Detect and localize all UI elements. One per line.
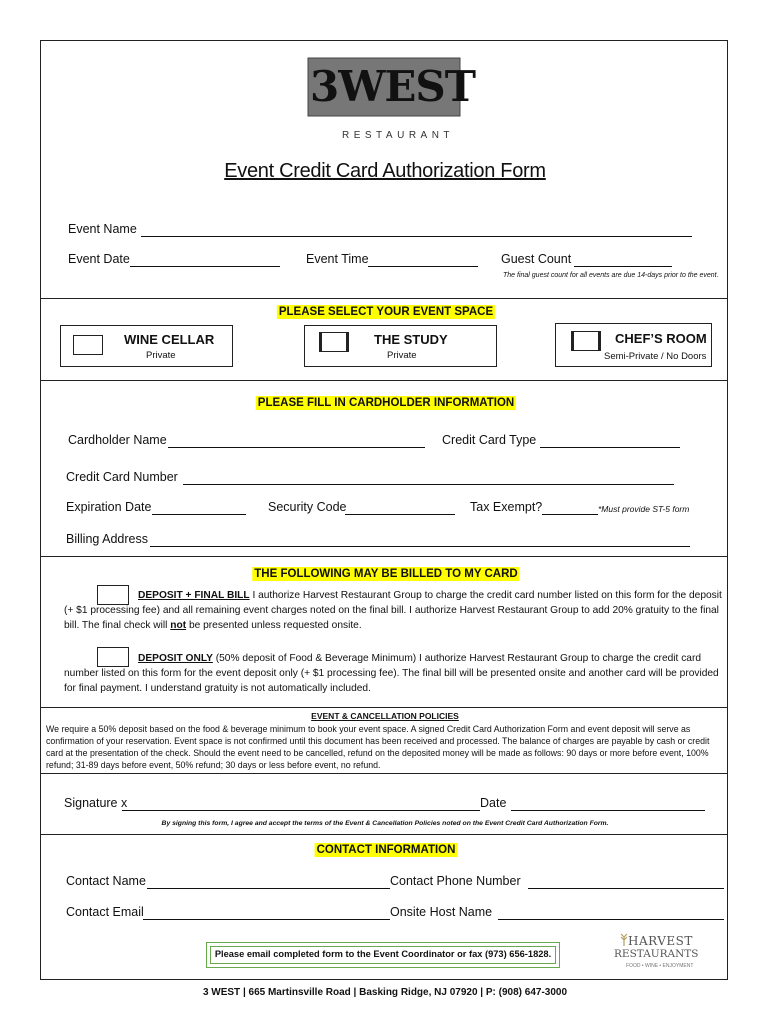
- event-time-field[interactable]: [368, 266, 478, 267]
- divider: [40, 556, 728, 557]
- space-option-the-study[interactable]: [304, 325, 497, 367]
- restaurant-logo: [300, 52, 475, 147]
- the-study-checkbox[interactable]: [319, 332, 349, 352]
- contact-phone-field[interactable]: [528, 888, 724, 889]
- card-number-label: Credit Card Number: [66, 470, 178, 484]
- contact-name-label: Contact Name: [66, 874, 146, 888]
- option-text: I authorize Harvest Restaurant Group to charge the credit card number listed on this form for the deposit (+ $1 processing fee) and all remaining event charges noted on the final bill. I authorize Harvest Restaurant Group to add 20% gratuity to the final bill. The final check will: [64, 590, 722, 631]
- logo-text: 3WEST: [310, 62, 475, 111]
- space-title: THE STUDY: [374, 332, 448, 347]
- space-title: WINE CELLAR: [124, 332, 215, 347]
- onsite-host-label: Onsite Host Name: [390, 905, 493, 919]
- option-title: DEPOSIT + FINAL BILL: [138, 590, 250, 601]
- policies-text: We require a 50% deposit based on the food & beverage minimum to book your event space. A signed Credit Card Authorization Form and event deposit will serve as confirmation of your reservation. Event space is not confirmed until this document has been received and processed. The balance of charges are payable by cash or credit card at the presentation of the check. Should the event need to be cancelled, refund on the deposited money will be made as follows: 90 days or more before event, 100% refund; 31-89 days before event, 50% refund; 30 days or less before event, no refund.: [46, 724, 710, 770]
- policies-heading: EVENT & CANCELLATION POLICIES: [311, 711, 459, 721]
- page-title: Event Credit Card Authorization Form: [224, 160, 546, 182]
- harvest-logo-tag: FOOD • WINE • ENJOYMENT: [626, 963, 694, 969]
- guest-count-label: Guest Count: [501, 252, 572, 266]
- security-code-label: Security Code: [268, 500, 347, 514]
- guest-count-field[interactable]: [574, 266, 672, 267]
- contact-name-field[interactable]: [147, 888, 390, 889]
- expiration-date-label: Expiration Date: [66, 500, 152, 514]
- billing-address-field[interactable]: [150, 546, 690, 547]
- signature-label: Signature x: [64, 796, 128, 810]
- space-subtitle: Private: [387, 350, 417, 361]
- harvest-logo-line2: RESTAURANTS: [614, 948, 699, 960]
- wine-cellar-checkbox[interactable]: [73, 335, 103, 355]
- tax-exempt-label: Tax Exempt?: [470, 500, 543, 514]
- signature-note: By signing this form, I agree and accept the terms of the Event & Cancellation Policies noted on the Event Credit Card Authorization Form.: [161, 820, 609, 827]
- contact-phone-label: Contact Phone Number: [390, 874, 521, 888]
- option-title: DEPOSIT ONLY: [138, 653, 213, 664]
- chefs-room-checkbox[interactable]: [571, 331, 601, 351]
- tax-exempt-field[interactable]: [542, 514, 598, 515]
- divider: [40, 773, 728, 774]
- cardholder-name-field[interactable]: [168, 447, 425, 448]
- signature-date-field[interactable]: [511, 810, 705, 811]
- event-space-heading: PLEASE SELECT YOUR EVENT SPACE: [278, 306, 494, 318]
- event-date-field[interactable]: [130, 266, 280, 267]
- onsite-host-field[interactable]: [498, 919, 724, 920]
- event-time-label: Event Time: [306, 252, 369, 266]
- cardholder-heading: PLEASE FILL IN CARDHOLDER INFORMATION: [257, 397, 515, 409]
- card-type-field[interactable]: [540, 447, 680, 448]
- harvest-logo-line1: HARVEST: [628, 934, 693, 948]
- option-emphasis: not: [170, 620, 187, 631]
- cardholder-name-label: Cardholder Name: [68, 433, 167, 447]
- deposit-only-text: [64, 651, 730, 696]
- billing-heading: THE FOLLOWING MAY BE BILLED TO MY CARD: [254, 568, 518, 580]
- event-name-field[interactable]: [141, 236, 692, 237]
- divider: [40, 707, 728, 708]
- logo-subtext: RESTAURANT: [342, 130, 455, 141]
- space-option-chefs-room[interactable]: [555, 323, 712, 367]
- card-number-field[interactable]: [183, 484, 674, 485]
- email-note-text: Please email completed form to the Event Coordinator or fax (973) 656-1828.: [214, 949, 552, 959]
- email-note-box: [206, 942, 560, 968]
- billing-address-label: Billing Address: [66, 532, 148, 546]
- card-type-label: Credit Card Type: [442, 433, 537, 447]
- event-date-label: Event Date: [68, 252, 130, 266]
- tax-exempt-note: *Must provide ST-5 form: [598, 504, 690, 514]
- contact-heading: CONTACT INFORMATION: [316, 844, 456, 856]
- divider: [40, 298, 728, 299]
- event-name-label: Event Name: [68, 222, 137, 236]
- contact-email-field[interactable]: [143, 919, 390, 920]
- space-subtitle: Semi-Private / No Doors: [604, 351, 707, 362]
- divider: [40, 380, 728, 381]
- footer-address: 3 WEST | 665 Martinsville Road | Basking Ridge, NJ 07920 | P: (908) 647-3000: [202, 987, 568, 998]
- space-option-wine-cellar[interactable]: [60, 325, 233, 367]
- signature-date-label: Date: [480, 796, 507, 810]
- harvest-logo: [612, 930, 712, 974]
- expiration-date-field[interactable]: [152, 514, 246, 515]
- guest-count-note: The final guest count for all events are due 14-days prior to the event.: [503, 272, 719, 279]
- option-text: be presented unless requested onsite.: [186, 620, 362, 631]
- option-text: (50% deposit of Food & Beverage Minimum) I authorize Harvest Restaurant Group to charge the credit card number listed on this form for the event deposit only (+ $1 processing fee). The final bill will be presented onsite and another card will be provided for final payment. I understand gratuity is not automatically included.: [64, 653, 719, 694]
- divider: [40, 834, 728, 835]
- space-subtitle: Private: [146, 350, 176, 361]
- deposit-final-bill-text: [64, 588, 730, 633]
- security-code-field[interactable]: [345, 514, 455, 515]
- contact-email-label: Contact Email: [66, 905, 144, 919]
- space-title: CHEF’S ROOM: [615, 331, 707, 346]
- signature-field[interactable]: [122, 810, 480, 811]
